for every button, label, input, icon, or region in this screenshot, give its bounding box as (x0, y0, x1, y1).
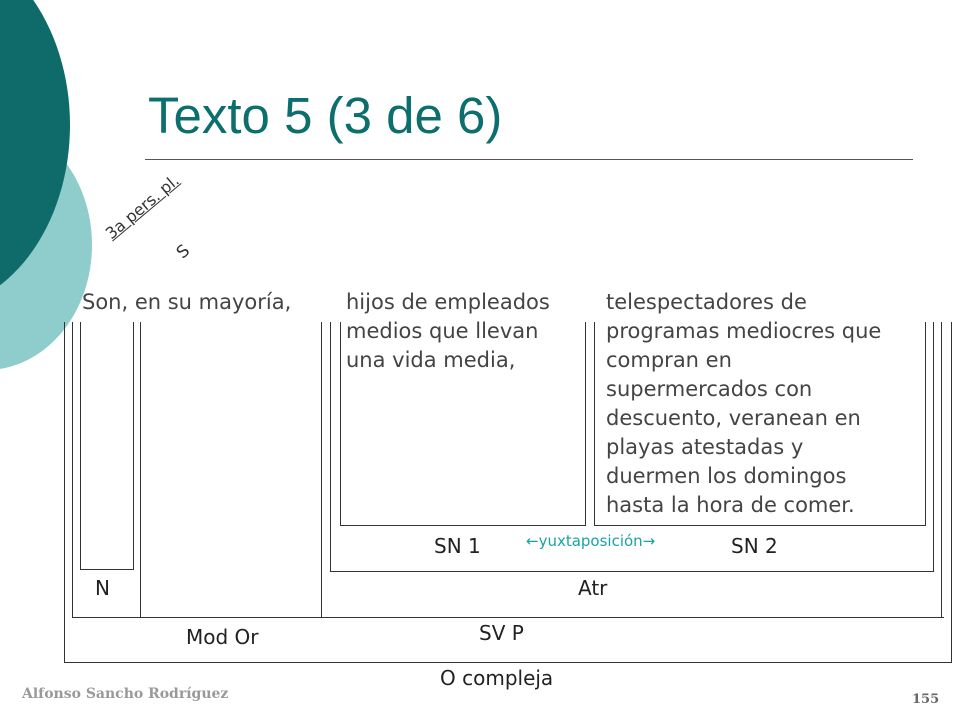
label-mod-or: Mod Or (186, 625, 259, 649)
text-line: medios que llevan (346, 319, 539, 343)
label-atr: Atr (578, 576, 608, 600)
bracket-sv-p-bottom-right (330, 617, 942, 618)
bracket-mod-or (140, 322, 322, 618)
text-line: duermen los domingos (606, 464, 847, 488)
text-line: telespectadores de (606, 290, 807, 314)
slide-title: Texto 5 (3 de 6) (148, 87, 503, 144)
text-line: descuento, veranean en (606, 406, 861, 430)
bracket-sv-p-bottom-left (72, 617, 124, 618)
label-n: N (95, 576, 110, 600)
label-sn1: SN 1 (434, 534, 481, 558)
bracket-n (80, 322, 134, 570)
text-line: una vida media, (346, 348, 516, 372)
title-underline (145, 159, 913, 160)
label-sv-p: SV P (479, 621, 524, 645)
person-annotation: 3a pers. pl. (101, 170, 183, 243)
bracket-sn1 (340, 322, 586, 526)
text-line: playas atestadas y (606, 435, 804, 459)
text-line: hasta la hora de comer. (606, 493, 855, 517)
subject-annotation: S (172, 240, 194, 264)
text-line: hijos de empleados (346, 290, 550, 314)
page-number: 155 (912, 692, 940, 707)
label-o-compleja: O compleja (440, 666, 554, 690)
footer-author: Alfonso Sancho Rodríguez (22, 686, 229, 702)
text-line: compran en (606, 348, 732, 372)
text-line: programas mediocres que (606, 319, 882, 343)
text-line: supermercados con (606, 377, 813, 401)
label-sn2: SN 2 (731, 534, 778, 558)
bracket-sn2 (594, 322, 926, 526)
label-juxtaposition: ←yuxtaposición→ (526, 532, 656, 550)
sentence-segment-verb: Son, en su mayoría, (82, 290, 292, 314)
